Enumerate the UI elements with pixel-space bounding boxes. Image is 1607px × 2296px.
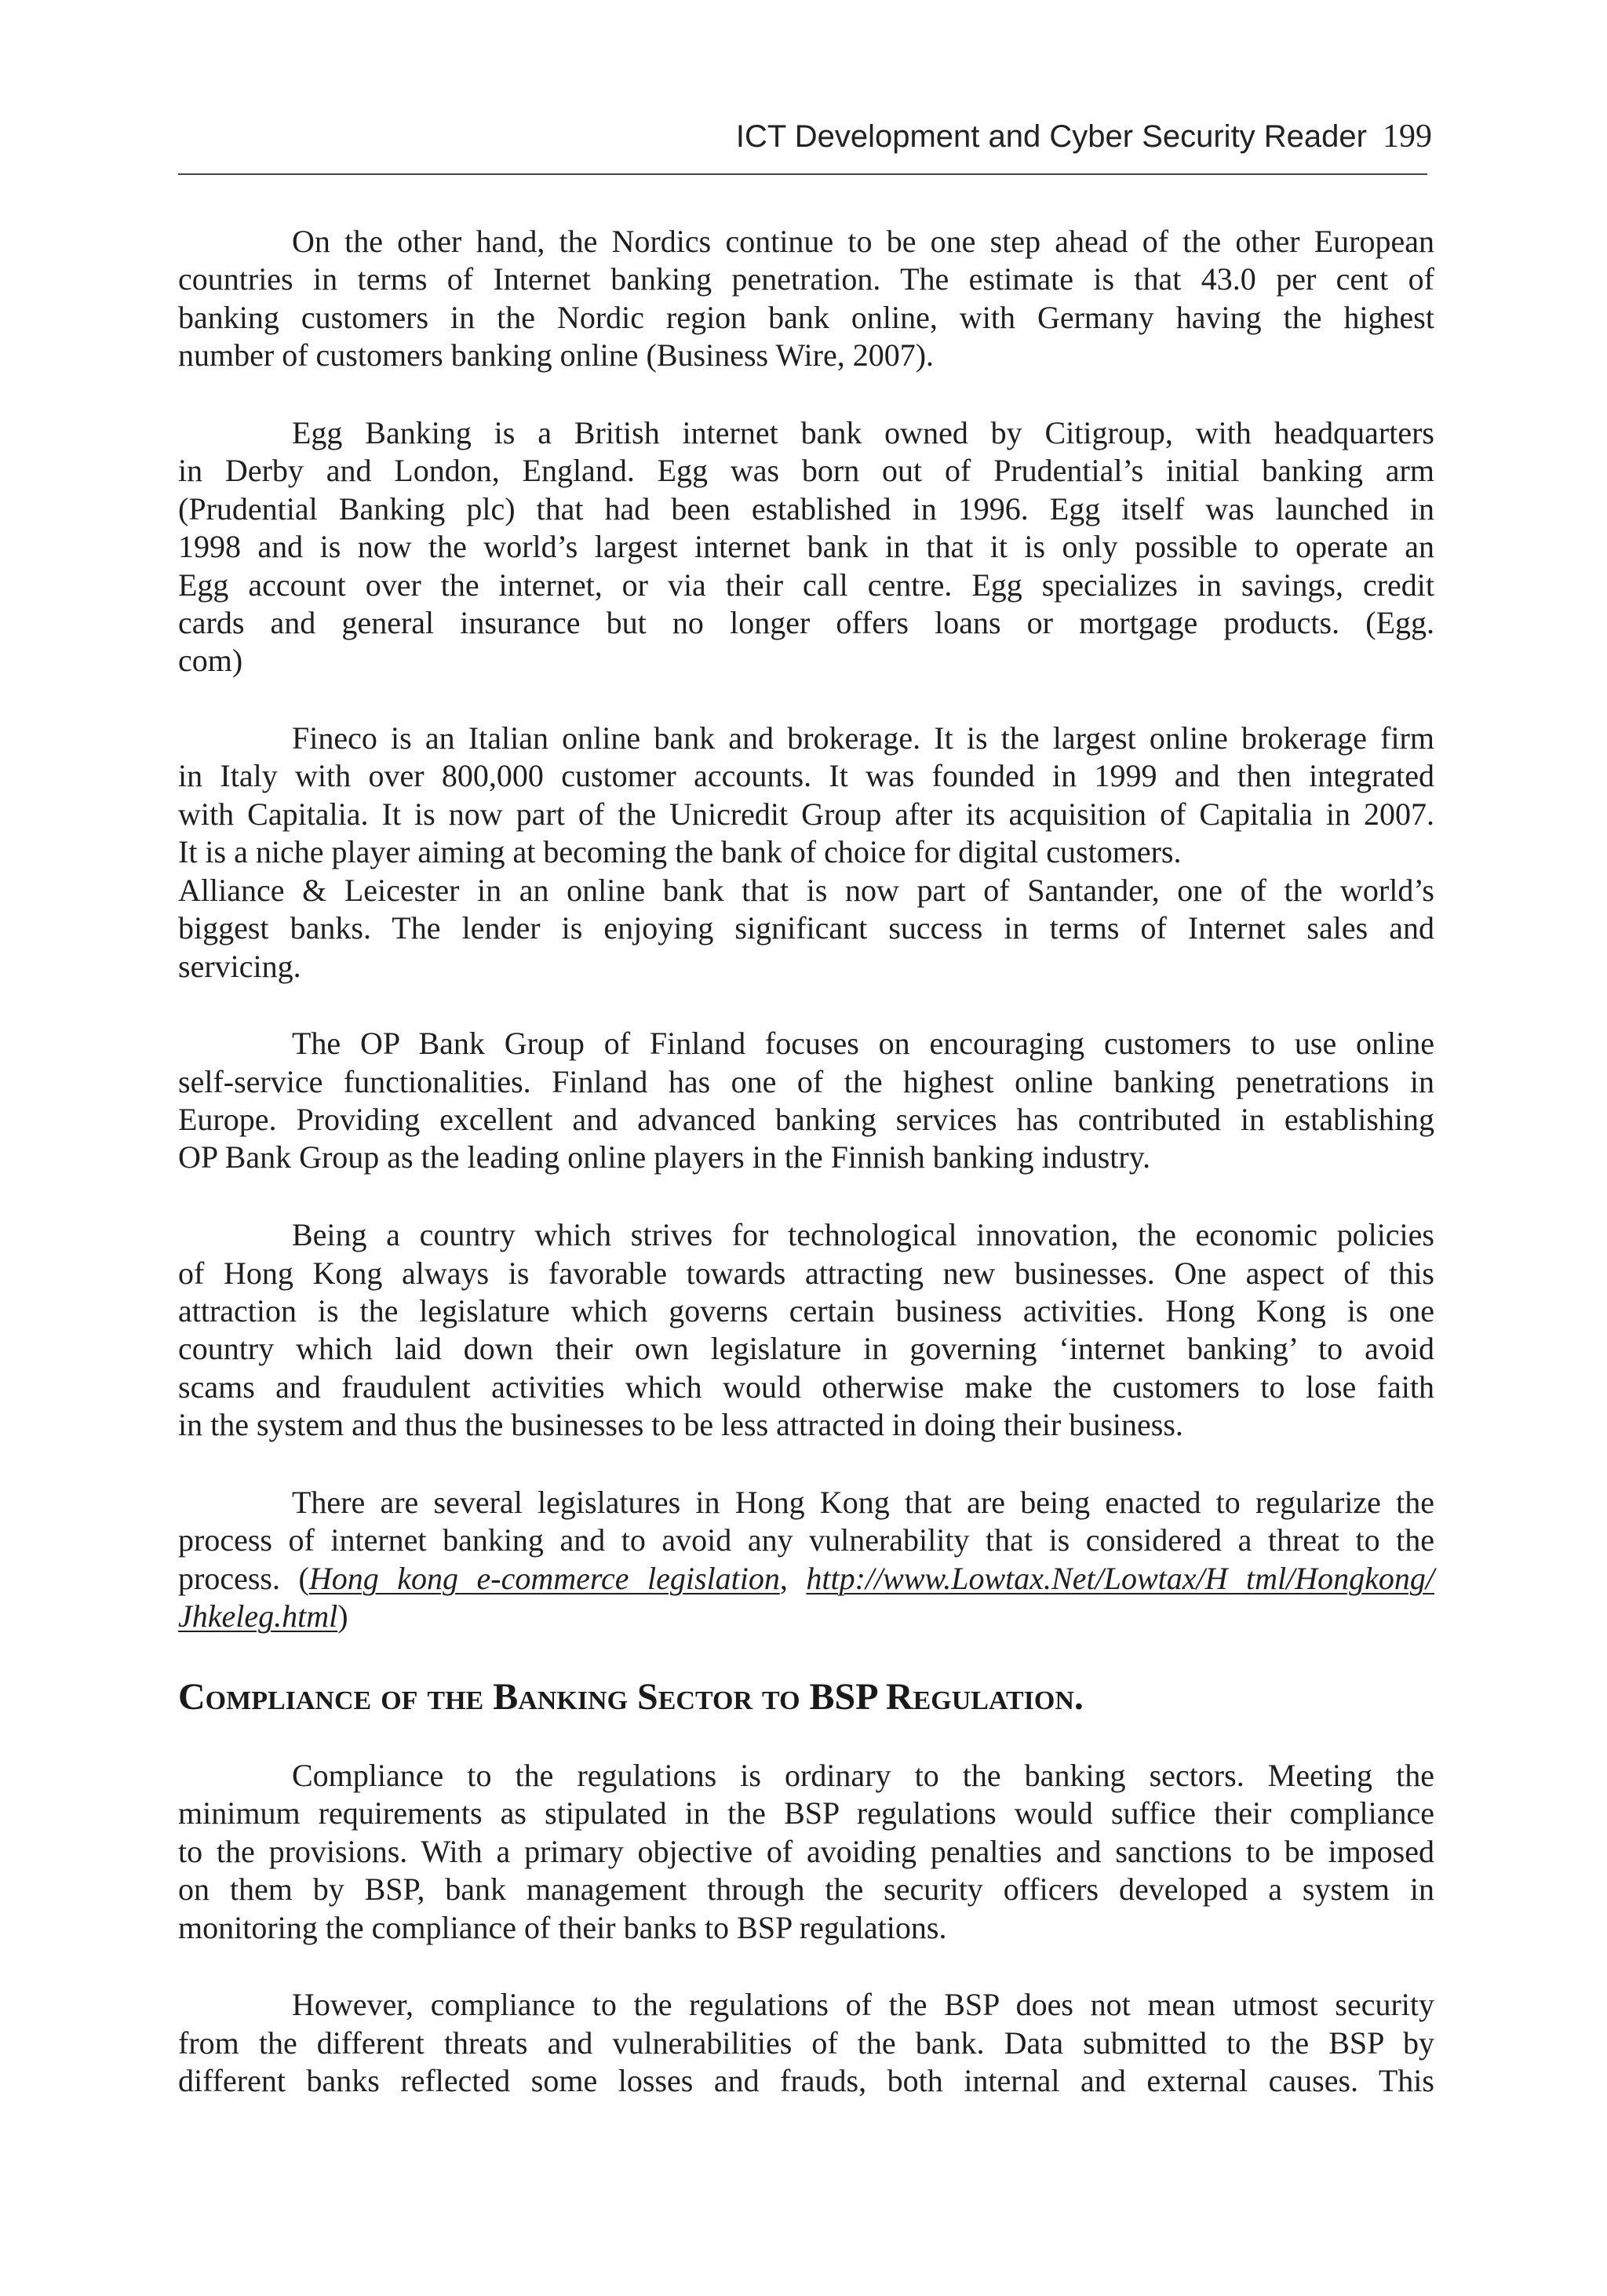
text-line: monitoring the compliance of their banks to BSP regulations.: [178, 1909, 947, 1945]
text-line: Alliance & Leicester in an online bank that is now part of Santander, one of the world’s: [178, 872, 1434, 908]
paragraph-hong-kong-policy: [178, 1216, 1434, 1444]
citation-url: Jhkeleg.html: [178, 1598, 338, 1635]
text-line: 1998 and is now the world’s largest internet bank in that it is only possible to operate an: [178, 529, 1434, 565]
text-line: com): [178, 643, 243, 679]
paragraph-nordics: [178, 223, 1434, 375]
paragraph-op-bank: [178, 1025, 1434, 1177]
body-text: [178, 223, 1434, 2100]
text-line: to the provisions. With a primary objective of avoiding penalties and sanctions to be imposed: [178, 1833, 1434, 1869]
text-line: It is a niche player aiming at becoming the bank of choice for digital customers.: [178, 834, 1182, 870]
text-line: Compliance to the regulations is ordinary to the banking sectors. Meeting the: [292, 1757, 1434, 1793]
text-line: in the system and thus the businesses to be less attracted in doing their business.: [178, 1407, 1183, 1443]
text-line: on them by BSP, bank management through the security officers developed a system in: [178, 1871, 1434, 1908]
text-line: Being a country which strives for technological innovation, the economic policies: [292, 1217, 1434, 1253]
text-line: Fineco is an Italian online bank and brokerage. It is the largest online brokerage firm: [292, 720, 1434, 756]
text-line: country which laid down their own legislature in governing ‘internet banking’ to avoid: [178, 1331, 1434, 1367]
text-line: attraction is the legislature which governs certain business activities. Hong Kong is one: [178, 1292, 1434, 1328]
text-line: banking customers in the Nordic region bank online, with Germany having the highest: [178, 299, 1434, 335]
text-line: There are several legislatures in Hong Kong that are being enacted to regularize the: [292, 1484, 1434, 1520]
text-line: different banks reflected some losses and frauds, both internal and external causes. This: [178, 2063, 1434, 2099]
text-line: The OP Bank Group of Finland focuses on encouraging customers to use online: [292, 1026, 1434, 1062]
text-line: in Derby and London, England. Egg was born out of Prudential’s initial banking arm: [178, 453, 1434, 489]
text-run: process. (: [178, 1560, 309, 1596]
running-header: [178, 118, 1432, 162]
text-line: of Hong Kong always is favorable towards attracting new businesses. One aspect of this: [178, 1255, 1434, 1291]
text-line: (Prudential Banking plc) that had been established in 1996. Egg itself was launched in: [178, 490, 1434, 527]
page-number: 199: [1383, 118, 1432, 155]
text-line: with Capitalia. It is now part of the Unicredit Group after its acquisition of Capitalia in 2007.: [178, 796, 1434, 832]
text-line: from the different threats and vulnerabilities of the bank. Data submitted to the BSP by: [178, 2024, 1434, 2061]
paragraph-alliance-leicester: [178, 872, 1434, 986]
text-line: process of internet banking and to avoid any vulnerability that is considered a threat to the: [178, 1522, 1434, 1558]
paragraph-hong-kong-legislation: [178, 1484, 1434, 1636]
paragraph-egg-banking: [178, 414, 1434, 680]
text-run: ): [337, 1598, 348, 1635]
text-line: self-service functionalities. Finland has one of the highest online banking penetrations in: [178, 1063, 1434, 1099]
paragraph-bsp-security: [178, 1986, 1434, 2100]
text-line: OP Bank Group as the leading online players in the Finnish banking industry.: [178, 1139, 1151, 1175]
text-line: scams and fraudulent activities which would otherwise make the customers to lose faith: [178, 1368, 1434, 1405]
text-run: ,: [779, 1560, 807, 1596]
text-line: However, compliance to the regulations of the BSP does not mean utmost security: [292, 1987, 1434, 2023]
section-heading: Compliance of the Banking Sector to BSP Regulation.: [178, 1676, 1084, 1718]
text-line: [178, 1560, 1434, 1598]
text-line: minimum requirements as stipulated in the BSP regulations would suffice their compliance: [178, 1795, 1434, 1831]
text-line: Europe. Providing excellent and advanced banking services has contributed in establishing: [178, 1102, 1434, 1138]
text-line: Egg Banking is a British internet bank owned by Citigroup, with headquarters: [292, 414, 1434, 450]
text-line: Egg account over the internet, or via their call centre. Egg specializes in savings, credit: [178, 567, 1434, 603]
text-line: servicing.: [178, 948, 301, 984]
text-line: biggest banks. The lender is enjoying significant success in terms of Internet sales and: [178, 910, 1434, 946]
text-line: countries in terms of Internet banking penetration. The estimate is that 43.0 per cent of: [178, 261, 1434, 297]
text-line: [178, 1598, 1434, 1635]
citation-title: Hong kong e-commerce legislation: [308, 1560, 780, 1596]
text-line: in Italy with over 800,000 customer accounts. It was founded in 1999 and then integrated: [178, 758, 1434, 794]
text-line: On the other hand, the Nordics continue to be one step ahead of the other European: [292, 224, 1434, 259]
paragraph-fineco: [178, 720, 1434, 872]
citation-url: http://www.Lowtax.Net/Lowtax/H tml/Hongkong/: [806, 1560, 1435, 1596]
running-title: ICT Development and Cyber Security Reader: [735, 119, 1367, 154]
paragraph-compliance: [178, 1757, 1434, 1947]
text-line: number of customers banking online (Business Wire, 2007).: [178, 337, 935, 374]
header-rule: [178, 173, 1427, 175]
text-line: cards and general insurance but no longer offers loans or mortgage products. (Egg.: [178, 604, 1434, 640]
